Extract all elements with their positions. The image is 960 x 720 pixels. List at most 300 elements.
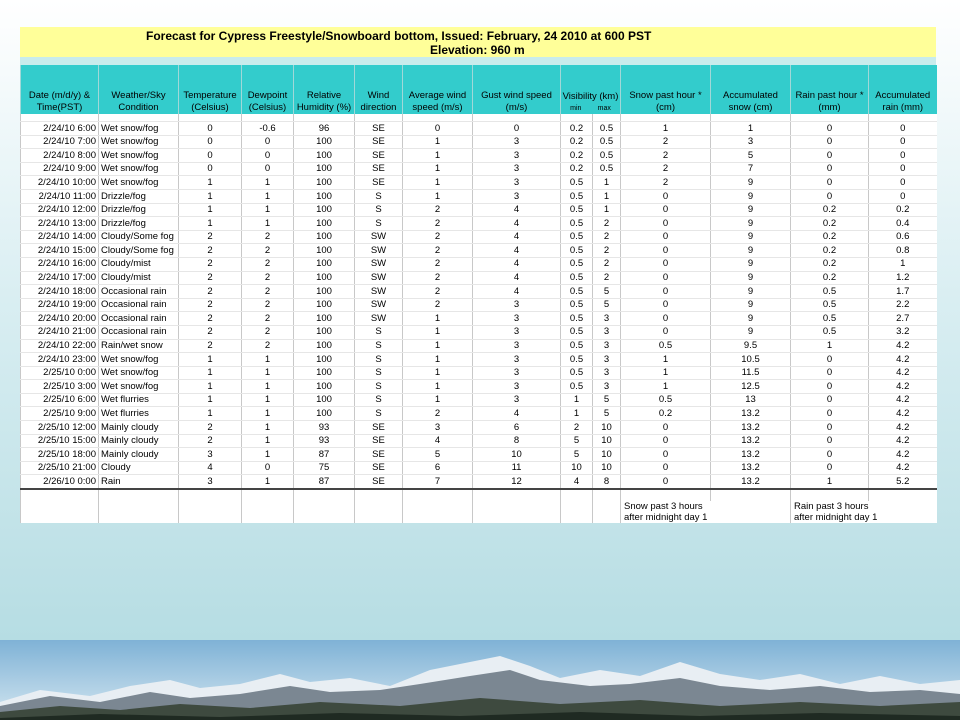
cell-dewpoint: 2 [242,312,294,326]
cell-temperature: 2 [179,271,242,285]
cell-accumulated-snow: 9 [711,176,791,190]
cell-snow-past-hour: 0 [621,461,711,475]
cell-average-wind: 4 [403,434,473,448]
table-row [21,122,937,136]
cell-humidity: 100 [294,325,355,339]
cell-accumulated-rain: 0 [869,135,937,149]
cell-date: 2/24/10 7:00 [21,135,99,149]
cell-temperature: 2 [179,230,242,244]
header-visibility [561,65,621,114]
cell-accumulated-rain: 4.2 [869,407,937,421]
cell-visibility-max: 2 [593,230,621,244]
forecast-title: Forecast for Cypress Freestyle/Snowboard bottom, Issued: February, 24 2010 at 600 PST [146,29,652,43]
cell-visibility-min: 0.5 [561,366,593,380]
visibility-min-label: min [570,105,582,112]
cell-visibility-max: 10 [593,421,621,435]
cell-accumulated-snow: 13.2 [711,421,791,435]
cell-dewpoint: 2 [242,271,294,285]
cell-gust-wind: 4 [473,203,561,217]
cell-wind-direction: S [355,217,403,231]
cell-temperature: 2 [179,325,242,339]
cell-humidity: 93 [294,421,355,435]
table-row [21,366,937,380]
cell-humidity: 100 [294,393,355,407]
cell-weather: Occasional rain [99,325,179,339]
title-band [20,27,936,57]
cell-humidity: 100 [294,271,355,285]
cell-snow-past-hour: 0 [621,189,711,203]
cell-snow-past-hour: 0 [621,257,711,271]
header-average-wind: Average wind speed (m/s) [403,65,473,114]
cell-weather: Wet snow/fog [99,135,179,149]
cell-accumulated-rain: 1 [869,257,937,271]
cell-humidity: 100 [294,176,355,190]
cell-weather: Wet flurries [99,407,179,421]
cell-average-wind: 2 [403,257,473,271]
cell-gust-wind: 6 [473,421,561,435]
mountain-panorama [0,640,960,720]
cell-visibility-max: 3 [593,312,621,326]
cell-rain-past-hour: 0 [791,393,869,407]
cell-dewpoint: 1 [242,475,294,489]
cell-visibility-min: 0.5 [561,325,593,339]
footer-blank-row [21,489,937,501]
cell-average-wind: 2 [403,407,473,421]
cell-humidity: 100 [294,244,355,258]
cell-visibility-min: 2 [561,421,593,435]
cell-snow-past-hour: 0 [621,230,711,244]
cell-rain-past-hour: 0 [791,176,869,190]
cell-dewpoint: 0 [242,461,294,475]
cell-rain-past-hour: 0.5 [791,285,869,299]
cell-rain-past-hour: 1 [791,339,869,353]
cell-gust-wind: 4 [473,217,561,231]
cell-snow-past-hour: 1 [621,380,711,394]
cell-accumulated-rain: 4.2 [869,421,937,435]
cell-visibility-min: 0.5 [561,189,593,203]
cell-average-wind: 1 [403,176,473,190]
cell-date: 2/24/10 11:00 [21,189,99,203]
cell-average-wind: 1 [403,393,473,407]
cell-accumulated-rain: 2.2 [869,298,937,312]
cell-weather: Wet snow/fog [99,162,179,176]
cell-temperature: 2 [179,312,242,326]
cell-dewpoint: 1 [242,176,294,190]
cell-temperature: 1 [179,176,242,190]
footnote-row-2 [21,512,937,523]
cell-dewpoint: 1 [242,380,294,394]
cell-accumulated-rain: 1.7 [869,285,937,299]
table-row [21,217,937,231]
cell-snow-past-hour: 0 [621,244,711,258]
forecast-rows [21,114,937,489]
cell-date: 2/25/10 21:00 [21,461,99,475]
cell-date: 2/24/10 17:00 [21,271,99,285]
header-snow-past-hour: Snow past hour * (cm) [621,65,711,114]
cell-snow-past-hour: 0 [621,475,711,489]
cell-wind-direction: S [355,353,403,367]
cell-date: 2/25/10 12:00 [21,421,99,435]
cell-temperature: 2 [179,298,242,312]
cell-dewpoint: 2 [242,257,294,271]
cell-date: 2/24/10 20:00 [21,312,99,326]
cell-gust-wind: 3 [473,380,561,394]
forecast-table [20,65,937,523]
cell-visibility-min: 0.5 [561,271,593,285]
cell-gust-wind: 3 [473,298,561,312]
cell-snow-past-hour: 0 [621,298,711,312]
cell-rain-past-hour: 0.2 [791,203,869,217]
cell-wind-direction: SW [355,271,403,285]
cell-wind-direction: S [355,325,403,339]
snow-footnote-line2: after midnight day 1 [621,512,791,523]
cell-rain-past-hour: 0 [791,366,869,380]
cell-snow-past-hour: 0 [621,312,711,326]
cell-weather: Mainly cloudy [99,421,179,435]
cell-rain-past-hour: 0 [791,189,869,203]
cell-dewpoint: 1 [242,189,294,203]
cell-weather: Occasional rain [99,285,179,299]
cell-average-wind: 7 [403,475,473,489]
cell-dewpoint: 2 [242,244,294,258]
cell-wind-direction: S [355,380,403,394]
cell-accumulated-snow: 5 [711,149,791,163]
cell-dewpoint: 1 [242,434,294,448]
cell-visibility-max: 0.5 [593,135,621,149]
cell-visibility-max: 1 [593,203,621,217]
cell-visibility-min: 0.2 [561,149,593,163]
cell-accumulated-rain: 0 [869,162,937,176]
cell-gust-wind: 3 [473,162,561,176]
cell-wind-direction: SE [355,461,403,475]
cell-weather: Wet snow/fog [99,176,179,190]
cell-weather: Wet snow/fog [99,380,179,394]
cell-humidity: 100 [294,339,355,353]
table-row [21,230,937,244]
cell-date: 2/24/10 12:00 [21,203,99,217]
cell-wind-direction: SE [355,448,403,462]
cell-average-wind: 1 [403,353,473,367]
cell-wind-direction: SW [355,230,403,244]
cell-accumulated-snow: 9 [711,203,791,217]
header-wind-direction: Wind direction [355,65,403,114]
cell-accumulated-rain: 2.7 [869,312,937,326]
cell-gust-wind: 0 [473,122,561,136]
cell-gust-wind: 4 [473,257,561,271]
cell-visibility-max: 5 [593,407,621,421]
cell-accumulated-snow: 9 [711,257,791,271]
cell-wind-direction: SE [355,434,403,448]
cell-visibility-max: 2 [593,257,621,271]
cell-visibility-min: 5 [561,448,593,462]
table-row [21,353,937,367]
cell-average-wind: 1 [403,339,473,353]
cell-humidity: 100 [294,312,355,326]
cell-visibility-min: 0.5 [561,230,593,244]
table-row [21,257,937,271]
table-row [21,325,937,339]
cell-snow-past-hour: 2 [621,149,711,163]
table-row [21,407,937,421]
cell-visibility-max: 0.5 [593,122,621,136]
cell-humidity: 100 [294,285,355,299]
elevation-label: Elevation: 960 m [430,43,525,57]
cell-wind-direction: SE [355,421,403,435]
cell-temperature: 2 [179,434,242,448]
cell-date: 2/25/10 0:00 [21,366,99,380]
cell-humidity: 100 [294,203,355,217]
cell-weather: Rain/wet snow [99,339,179,353]
cell-temperature: 2 [179,285,242,299]
cell-wind-direction: S [355,189,403,203]
cell-accumulated-snow: 12.5 [711,380,791,394]
cell-accumulated-rain: 0.2 [869,203,937,217]
table-row [21,189,937,203]
cell-humidity: 100 [294,366,355,380]
cell-accumulated-snow: 13.2 [711,448,791,462]
cell-snow-past-hour: 0 [621,217,711,231]
table-row [21,380,937,394]
cell-rain-past-hour: 1 [791,475,869,489]
cell-weather: Wet snow/fog [99,353,179,367]
cell-average-wind: 1 [403,149,473,163]
cell-wind-direction: SW [355,298,403,312]
cell-temperature: 1 [179,189,242,203]
cell-rain-past-hour: 0 [791,380,869,394]
cell-visibility-max: 10 [593,448,621,462]
cell-visibility-max: 10 [593,434,621,448]
footnote-row-1 [21,501,937,512]
cell-dewpoint: -0.6 [242,122,294,136]
cell-visibility-max: 0.5 [593,162,621,176]
cell-humidity: 100 [294,189,355,203]
cell-temperature: 2 [179,421,242,435]
cell-accumulated-snow: 3 [711,135,791,149]
cell-date: 2/25/10 9:00 [21,407,99,421]
cell-rain-past-hour: 0 [791,434,869,448]
cell-humidity: 87 [294,475,355,489]
rain-footnote-line1: Rain past 3 hours [791,501,937,512]
cell-rain-past-hour: 0 [791,162,869,176]
cell-rain-past-hour: 0 [791,135,869,149]
cell-gust-wind: 3 [473,189,561,203]
cell-accumulated-rain: 0.6 [869,230,937,244]
cell-snow-past-hour: 2 [621,176,711,190]
cell-average-wind: 2 [403,285,473,299]
cell-accumulated-rain: 4.2 [869,339,937,353]
cell-rain-past-hour: 0.2 [791,271,869,285]
cell-visibility-min: 0.2 [561,122,593,136]
cell-accumulated-snow: 9 [711,312,791,326]
cell-accumulated-snow: 9 [711,285,791,299]
table-spacer-row [21,114,937,122]
cell-accumulated-rain: 0 [869,122,937,136]
cell-gust-wind: 12 [473,475,561,489]
cell-humidity: 100 [294,353,355,367]
cell-snow-past-hour: 0 [621,203,711,217]
table-row [21,271,937,285]
cell-wind-direction: SW [355,244,403,258]
cell-average-wind: 5 [403,448,473,462]
cell-humidity: 100 [294,380,355,394]
cell-visibility-min: 0.5 [561,353,593,367]
cell-accumulated-snow: 13.2 [711,407,791,421]
cell-visibility-min: 0.5 [561,257,593,271]
cell-weather: Occasional rain [99,312,179,326]
cell-snow-past-hour: 2 [621,135,711,149]
cell-dewpoint: 0 [242,149,294,163]
cell-date: 2/24/10 23:00 [21,353,99,367]
cell-gust-wind: 3 [473,312,561,326]
table-row [21,461,937,475]
cell-visibility-min: 0.5 [561,285,593,299]
cell-average-wind: 3 [403,421,473,435]
header-accumulated-rain: Accumulated rain (mm) [869,65,937,114]
table-row [21,176,937,190]
cell-snow-past-hour: 0.5 [621,393,711,407]
cell-temperature: 1 [179,366,242,380]
cell-weather: Occasional rain [99,298,179,312]
cell-accumulated-rain: 3.2 [869,325,937,339]
cell-snow-past-hour: 0 [621,285,711,299]
cell-humidity: 75 [294,461,355,475]
cell-visibility-max: 0.5 [593,149,621,163]
cell-rain-past-hour: 0.2 [791,217,869,231]
cell-temperature: 2 [179,244,242,258]
cell-wind-direction: S [355,366,403,380]
cell-wind-direction: SW [355,312,403,326]
cell-average-wind: 0 [403,122,473,136]
cell-temperature: 1 [179,380,242,394]
cell-weather: Cloudy/Some fog [99,230,179,244]
cell-dewpoint: 2 [242,230,294,244]
header-accumulated-snow: Accumulated snow (cm) [711,65,791,114]
cell-visibility-min: 0.5 [561,203,593,217]
cell-date: 2/24/10 15:00 [21,244,99,258]
cell-visibility-max: 1 [593,176,621,190]
cell-gust-wind: 3 [473,366,561,380]
cell-visibility-max: 3 [593,380,621,394]
cell-humidity: 100 [294,135,355,149]
cell-weather: Cloudy/mist [99,271,179,285]
cell-accumulated-snow: 9 [711,298,791,312]
cell-average-wind: 1 [403,380,473,394]
header-date: Date (m/d/y) & Time(PST) [21,65,99,114]
cell-wind-direction: S [355,407,403,421]
cell-humidity: 100 [294,162,355,176]
cell-weather: Wet snow/fog [99,149,179,163]
cell-dewpoint: 2 [242,285,294,299]
cell-visibility-max: 5 [593,393,621,407]
cell-rain-past-hour: 0.5 [791,312,869,326]
cell-visibility-min: 0.5 [561,176,593,190]
cell-rain-past-hour: 0.2 [791,257,869,271]
table-row [21,434,937,448]
cell-weather: Drizzle/fog [99,189,179,203]
cell-average-wind: 2 [403,203,473,217]
cell-date: 2/24/10 21:00 [21,325,99,339]
cell-date: 2/24/10 8:00 [21,149,99,163]
cell-visibility-min: 0.5 [561,217,593,231]
cell-average-wind: 2 [403,244,473,258]
cell-accumulated-rain: 0 [869,189,937,203]
cell-accumulated-snow: 9.5 [711,339,791,353]
cell-accumulated-rain: 4.2 [869,448,937,462]
cell-wind-direction: S [355,393,403,407]
cell-rain-past-hour: 0.5 [791,298,869,312]
cell-accumulated-rain: 1.2 [869,271,937,285]
cell-weather: Drizzle/fog [99,217,179,231]
cell-humidity: 87 [294,448,355,462]
cell-snow-past-hour: 0 [621,448,711,462]
cell-date: 2/24/10 22:00 [21,339,99,353]
snow-footnote-line1: Snow past 3 hours [621,501,791,512]
cell-date: 2/24/10 16:00 [21,257,99,271]
cell-visibility-min: 4 [561,475,593,489]
cell-weather: Cloudy/Some fog [99,244,179,258]
cell-rain-past-hour: 0 [791,461,869,475]
cell-average-wind: 2 [403,271,473,285]
cell-date: 2/25/10 3:00 [21,380,99,394]
cell-visibility-min: 5 [561,434,593,448]
cell-weather: Drizzle/fog [99,203,179,217]
cell-accumulated-snow: 9 [711,189,791,203]
cell-weather: Cloudy/mist [99,257,179,271]
cell-average-wind: 6 [403,461,473,475]
table-row [21,162,937,176]
header-row [21,65,937,114]
cell-dewpoint: 1 [242,421,294,435]
table-row [21,135,937,149]
cell-temperature: 3 [179,475,242,489]
cell-visibility-max: 3 [593,366,621,380]
cell-dewpoint: 1 [242,366,294,380]
cell-average-wind: 1 [403,325,473,339]
cell-accumulated-rain: 0.4 [869,217,937,231]
table-row [21,421,937,435]
cell-temperature: 0 [179,149,242,163]
cell-dewpoint: 2 [242,325,294,339]
cell-humidity: 100 [294,217,355,231]
cell-dewpoint: 1 [242,448,294,462]
cell-weather: Mainly cloudy [99,434,179,448]
cell-gust-wind: 4 [473,244,561,258]
cell-dewpoint: 1 [242,407,294,421]
cell-snow-past-hour: 0.5 [621,339,711,353]
cell-accumulated-rain: 4.2 [869,434,937,448]
header-temperature: Temperature (Celsius) [179,65,242,114]
cell-humidity: 96 [294,122,355,136]
table-row [21,285,937,299]
cell-temperature: 4 [179,461,242,475]
cell-rain-past-hour: 0 [791,448,869,462]
cell-humidity: 100 [294,149,355,163]
table-row [21,475,937,489]
cell-visibility-min: 0.5 [561,312,593,326]
cell-accumulated-rain: 4.2 [869,353,937,367]
cell-accumulated-snow: 13 [711,393,791,407]
cell-accumulated-snow: 9 [711,271,791,285]
cell-accumulated-snow: 9 [711,244,791,258]
cell-average-wind: 1 [403,312,473,326]
cell-temperature: 1 [179,353,242,367]
cell-visibility-min: 1 [561,393,593,407]
cell-visibility-min: 0.5 [561,380,593,394]
cell-rain-past-hour: 0 [791,421,869,435]
cell-accumulated-snow: 13.2 [711,475,791,489]
cell-visibility-max: 10 [593,461,621,475]
cell-snow-past-hour: 0 [621,421,711,435]
